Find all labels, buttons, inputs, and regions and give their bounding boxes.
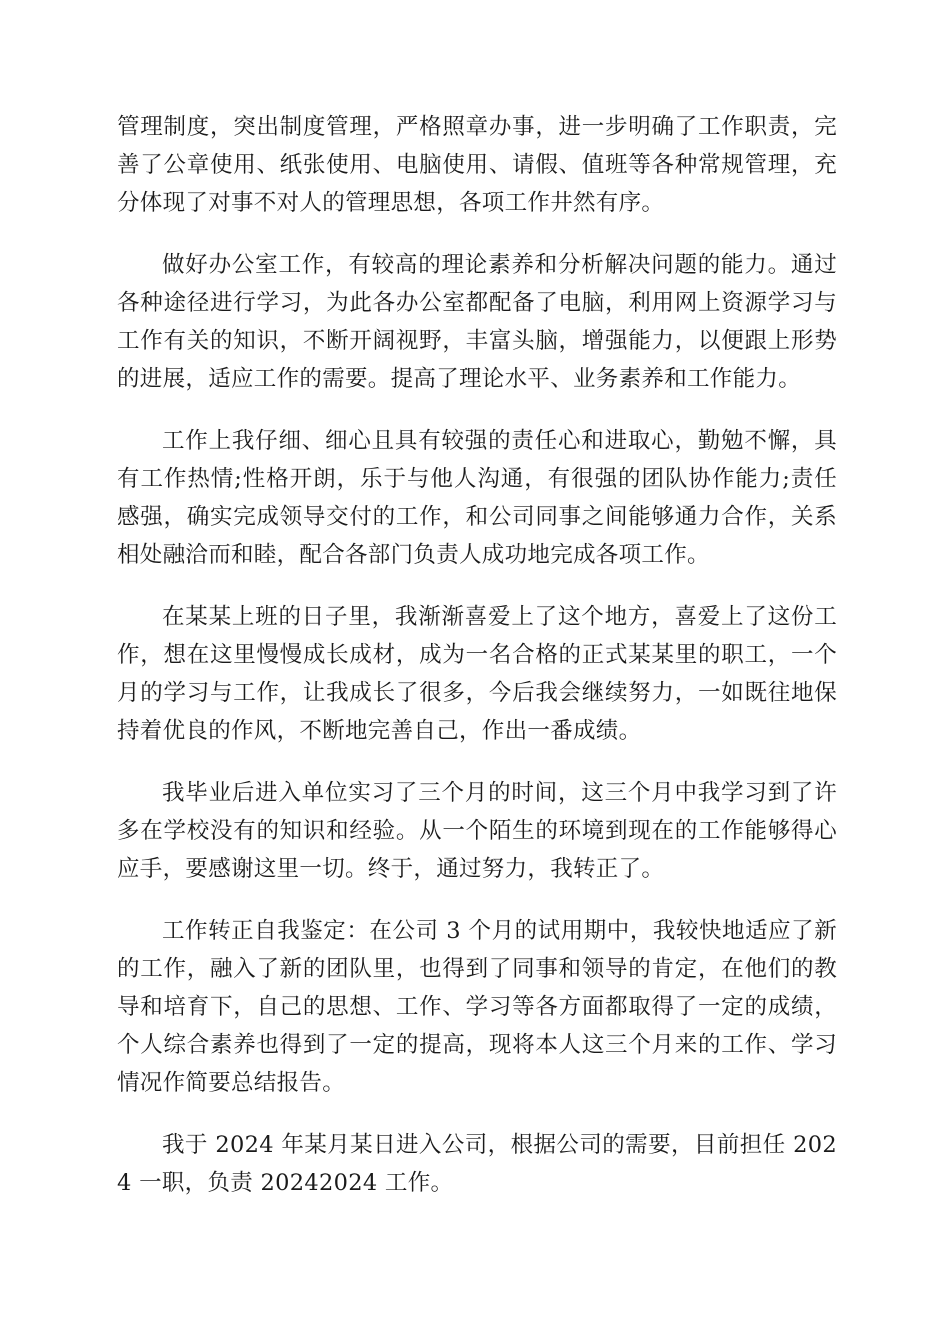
paragraph-3: 工作上我仔细、细心且具有较强的责任心和进取心，勤勉不懈，具有工作热情;性格开朗，乐于与他人沟通，有很强的团队协作能力;责任感强，确实完成领导交付的工作，和公司同事之间能够通力合作，关系相处融洽而和睦，配合各部门负责人成功地完成各项工作。 [117,428,837,568]
paragraph-1: 管理制度，突出制度管理，严格照章办事，进一步明确了工作职责，完善了公章使用、纸张使用、电脑使用、请假、值班等各种常规管理，充分体现了对事不对人的管理思想，各项工作井然有序。 [117,114,837,216]
paragraph-7: 我于 2024 年某月某日进入公司，根据公司的需要，目前担任 2024 一职，负责 20242024 工作。 [117,1132,837,1196]
paragraph-6: 工作转正自我鉴定：在公司 3 个月的试用期中，我较快地适应了新的工作，融入了新的团队里，也得到了同事和领导的肯定，在他们的教导和培育下，自己的思想、工作、学习等各方面都取得了一定的成绩，个人综合素养也得到了一定的提高，现将本人这三个月来的工作、学习情况作简要总结报告。 [117,918,837,1096]
paragraph-5: 我毕业后进入单位实习了三个月的时间，这三个月中我学习到了许多在学校没有的知识和经验。从一个陌生的环境到现在的工作能够得心应手，要感谢这里一切。终于，通过努力，我转正了。 [117,780,837,882]
paragraph-2: 做好办公室工作，有较高的理论素养和分析解决问题的能力。通过各种途径进行学习，为此各办公室都配备了电脑，利用网上资源学习与工作有关的知识，不断开阔视野，丰富头脑，增强能力，以便跟上形势的进展，适应工作的需要。提高了理论水平、业务素养和工作能力。 [117,252,837,392]
document-body [117,108,837,1226]
paragraph-4: 在某某上班的日子里，我渐渐喜爱上了这个地方，喜爱上了这份工作，想在这里慢慢成长成材，成为一名合格的正式某某里的职工，一个月的学习与工作，让我成长了很多，今后我会继续努力，一如既往地保持着优良的作风，不断地完善自己，作出一番成绩。 [117,604,837,744]
